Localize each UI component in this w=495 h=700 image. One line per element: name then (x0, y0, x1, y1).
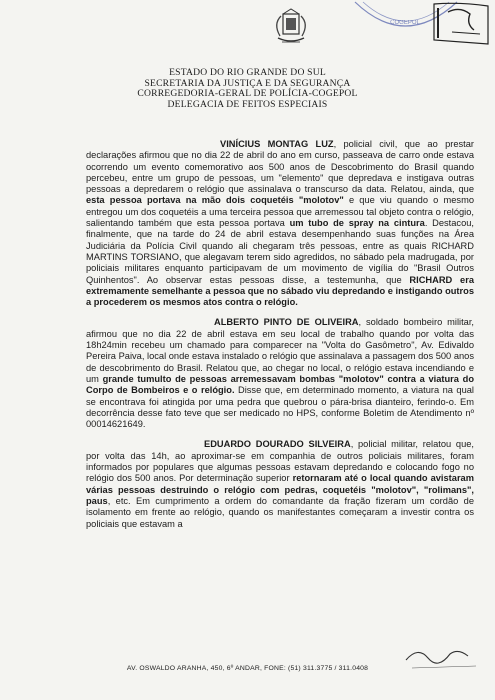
paragraph-alberto: ALBERTO PINTO DE OLIVEIRA, soldado bombeiro militar, afirmou que no dia 22 de abril estava em seu local de trabalho quando por volta das 18h24min recebeu um chamado para comparecer na "Volta do Gasômetro", Av. Edivaldo Pereira Paiva, local onde estava instalado o relógio que assinalava a passagem dos 500 anos de descobrimento do Brasil. Relatou que, ao chegar no local, o relógio estava incendiando e um grande tumulto de pessoas arremessavam bombas "molotov" contra a viatura do Corpo de Bombeiros e o relógio. Disse que, em determinado momento, a viatura na qual se encontrava foi atingida por uma pedra que quebrou o pára-brisa dianteiro, ferindo-o. Em decorrência desse fato teve que ser medicado no HPS, conforme Boletim de Atendimento nº 00014621649. (86, 317, 474, 430)
state-coat-of-arms-icon (268, 6, 314, 50)
header-state: ESTADO DO RIO GRANDE DO SUL (169, 67, 326, 78)
witness-name: VINÍCIUS MONTAG LUZ (220, 139, 334, 149)
header-secretariat: SECRETARIA DA JUSTIÇA E DA SEGURANÇA (144, 77, 351, 89)
document-body (86, 139, 474, 530)
svg-text:COGEPOL: COGEPOL (390, 20, 420, 26)
handwritten-signature-icon (398, 638, 488, 678)
witness-name: EDUARDO DOURADO SILVEIRA (204, 439, 351, 450)
letterhead (0, 68, 495, 110)
witness-name: ALBERTO PINTO DE OLIVEIRA (214, 317, 359, 328)
footer-address: AV. OSWALDO ARANHA, 450, 6º ANDAR, FONE: (51) 311.3775 / 311.0408 (126, 665, 369, 672)
header-delegacia: DELEGACIA DE FEITOS ESPECIAIS (167, 98, 328, 110)
page-number-stamp-icon (430, 0, 492, 46)
paragraph-eduardo: EDUARDO DOURADO SILVEIRA, policial militar, relatou que, por volta das 14h, ao aproximar-se em companhia de outros policiais militares, foram informados por populares que algumas pessoas estavam depredando e colocando fogo no relógio dos 500 anos. Por determinação superior retornaram até o local quando avistaram várias pessoas destruindo o relógio com pedras, coquetéis "molotov", "rolimans", paus, etc. Em cumprimento a ordem do comandante da fração fizeram um cordão de isolamento em frente ao relógio, quando os manifestantes começaram a investir contra os policiais que estavam a (86, 439, 474, 529)
paragraph-vinicius: VINÍCIUS MONTAG LUZ, policial civil, que ao prestar declarações afirmou que no dia 22 de abril do ano em curso, passeava de carro onde estava ocorrendo um evento comemorativo aos 500 anos de Descobrimento do Brasil quando percebeu, entre um grupo de pessoas, um "elemento" que depredava e instigava outras pessoas a depredarem o relógio que assinalava o transcurso da data. Relatou, ainda, que esta pessoa portava na mão dois coquetéis "molotov" e que viu quando o mesmo entregou um dos coquetéis a uma terceira pessoa que arremessou tal objeto contra o relógio, salientando também que esta pessoa portava um tubo de spray na cintura. Destacou, finalmente, que na tarde do 24 de abril estava desempenhando suas funções na Área Judiciária da Polícia Civil quando ali chegaram três pessoas, entre as quais RICHARD MARTINS TORSIANO, que alegavam terem sido agredidos, no sábado pela madrugada, por policiais militares enquanto participavam de um movimento de vigília do "Brasil Outros Quinhentos". Ao observar estas pessoas disse, a testemunha, que RICHARD era extremamente semelhante a pessoa que no sábado viu depredando e instigando outros a procederem os mesmos atos contra o relógio. (86, 139, 474, 308)
header-corregedoria: CORREGEDORIA-GERAL DE POLÍCIA-COGEPOL (137, 88, 358, 100)
